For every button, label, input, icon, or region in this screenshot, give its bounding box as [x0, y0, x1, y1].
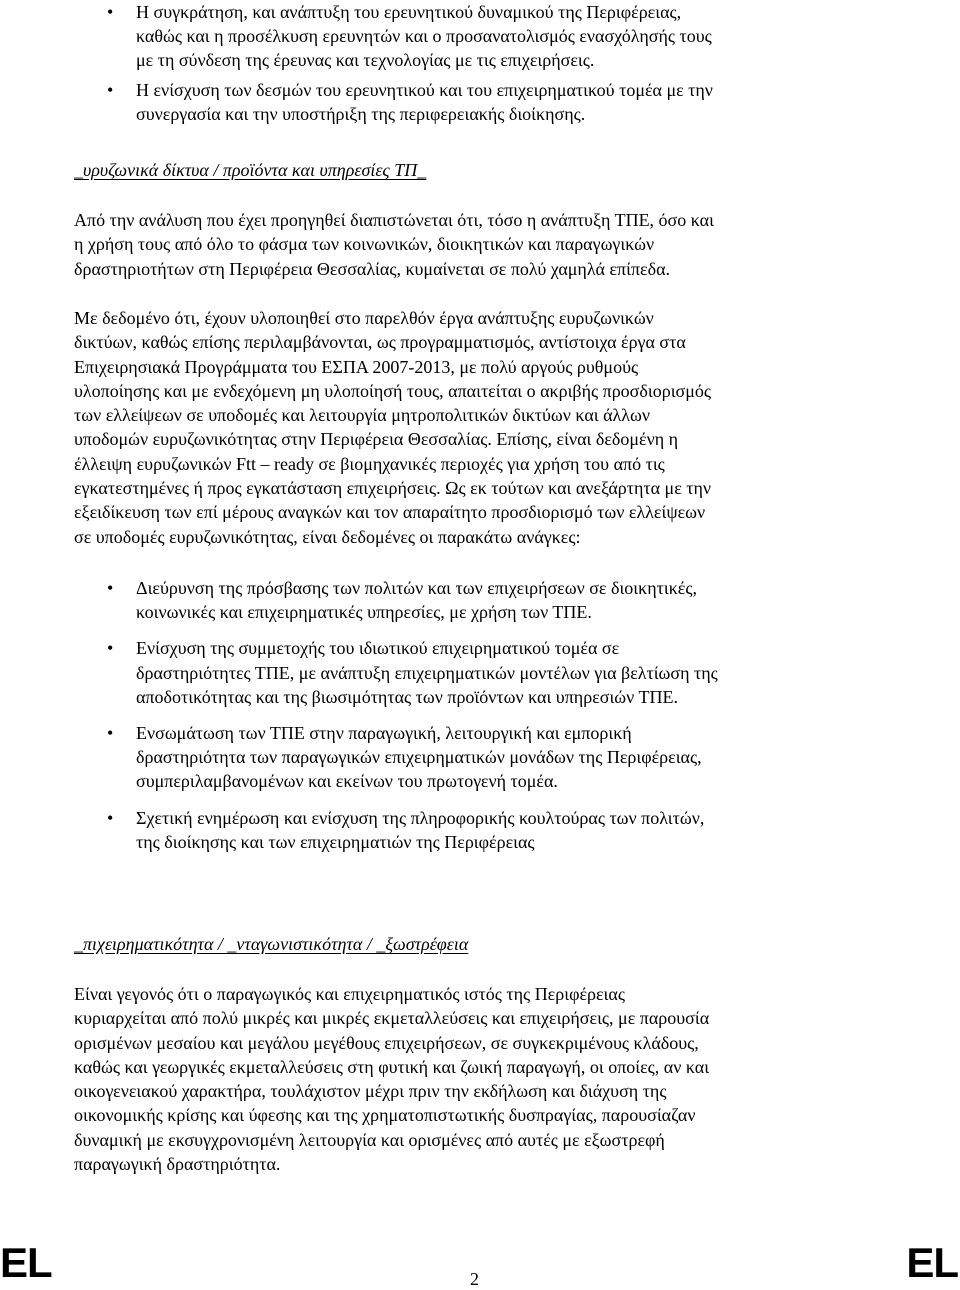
list-item-line: συμπεριλαμβανομένων και εκείνων του πρωτογενή τομέα.: [136, 771, 558, 792]
section-heading-entrepreneurship: _πιχειρηματικότητα / _νταγωνιστικότητα / _ξωστρέφεια: [74, 934, 469, 954]
bullet-icon: •: [107, 79, 114, 100]
paragraph-line: των ελλείψεων σε υποδομές και λειτουργία μητροπολιτικών δικτύων και άλλων: [74, 405, 650, 426]
needs-bullet-list: [107, 576, 836, 866]
paragraph-line: Επιχειρησιακά Προγράμματα του ΕΣΠΑ 2007-2013, με πολύ αργούς ρυθμούς: [74, 356, 639, 377]
list-item-line: Ενίσχυση της συμμετοχής του ιδιωτικού επιχειρηματικού τομέα σε: [136, 638, 620, 659]
list-item: [107, 78, 836, 126]
list-item-line: της διοίκησης και των επιχειρηματιών της Περιφέρειας: [136, 831, 535, 852]
top-bullet-list: [107, 0, 836, 131]
bullet-icon: •: [107, 2, 114, 22]
bullet-icon: •: [107, 638, 114, 659]
paragraph-line: σε υποδομές ευρυζωνικότητας, είναι δεδομένες οι παρακάτω ανάγκες:: [74, 526, 581, 547]
paragraph-line: υποδομών ευρυζωνικότητας στην Περιφέρεια Θεσσαλίας. Επίσης, είναι δεδομένη η: [74, 429, 679, 450]
paragraph-line: οικονομικής κρίσης και ύφεσης και της χρηματοπιστωτικής δυσπραγίας, παρουσίαζαν: [74, 1105, 696, 1126]
paragraph-line: Είναι γεγονός ότι ο παραγωγικός και επιχειρηματικός ιστός της Περιφέρειας: [74, 984, 625, 1004]
list-item: [107, 721, 836, 794]
paragraph-line: Από την ανάλυση που έχει προηγηθεί διαπιστώνεται ότι, τόσο η ανάπτυξη ΤΠΕ, όσο και: [74, 210, 714, 230]
bullet-icon: •: [107, 578, 114, 598]
paragraph: [74, 982, 854, 1176]
bullet-icon: •: [107, 723, 114, 744]
list-item: [107, 0, 836, 73]
paragraph-line: καθώς και γεωργικές εκμεταλλεύσεις στη φυτική και ζωική παραγωγή, οι οποίες, αν και: [74, 1056, 710, 1077]
paragraph: [74, 208, 854, 281]
list-item-line: Η συγκράτηση, και ανάπτυξη του ερευνητικού δυναμικού της Περιφέρειας,: [136, 2, 682, 22]
paragraph-line: η χρήση τους από όλο το φάσμα των κοινωνικών, διοικητικών και παραγωγικών: [74, 234, 655, 255]
paragraph-line: δυναμική με εκσυγχρονισμένη λειτουργία και ορισμένες από αυτές με εξωστρεφή: [74, 1129, 665, 1150]
list-item-line: κοινωνικές και επιχειρηματικές υπηρεσίες, με χρήση των ΤΠΕ.: [136, 602, 592, 623]
list-item-line: δραστηριότητα των παραγωγικών επιχειρηματικών μονάδων της Περιφέρειας,: [136, 747, 702, 768]
paragraph-line: δικτύων, καθώς επίσης περιλαμβάνονται, ως προγραμματισμός, αντίστοιχα έργα στα: [74, 332, 686, 353]
paragraph: [74, 306, 854, 549]
language-code-left: EL: [0, 1239, 52, 1286]
list-item-line: δραστηριότητες ΤΠΕ, με ανάπτυξη επιχειρηματικών μοντέλων για βελτίωση της: [136, 662, 718, 683]
paragraph-line: παραγωγική δραστηριότητα.: [74, 1154, 281, 1175]
list-item-line: καθώς και η προσέλκυση ερευνητών και ο προσανατολισμός ενασχόλησής τους: [136, 26, 712, 47]
paragraph-line: Με δεδομένο ότι, έχουν υλοποιηθεί στο παρελθόν έργα ανάπτυξης ευρυζωνικών: [74, 308, 654, 328]
language-code-right: EL: [906, 1239, 958, 1286]
list-item-line: με τη σύνδεση της έρευνας και τεχνολογίας με τις επιχειρήσεις.: [136, 50, 595, 71]
bullet-icon: •: [107, 807, 114, 828]
list-item-line: Ενσωμάτωση των ΤΠΕ στην παραγωγική, λειτουργική και εμπορική: [136, 723, 632, 744]
list-item-line: αποδοτικότητας και της βιωσιμότητας των προϊόντων και υπηρεσιών ΤΠΕ.: [136, 686, 678, 707]
list-item: [107, 806, 836, 854]
section-heading-broadband: _υρυζωνικά δίκτυα / προϊόντα και υπηρεσίες ΤΠ_: [74, 160, 427, 180]
list-item-line: συνεργασία και την υποστήριξη της περιφερειακής διοίκησης.: [136, 103, 586, 124]
paragraph-line: δραστηριοτήτων στη Περιφέρεια Θεσσαλίας, κυμαίνεται σε πολύ χαμηλά επίπεδα.: [74, 258, 671, 279]
list-item: [107, 576, 836, 624]
paragraph-line: οικογενειακού χαρακτήρα, τουλάχιστον μέχρι πριν την εκδήλωση και διάχυση της: [74, 1081, 667, 1102]
list-item: [107, 636, 836, 709]
page-number: 2: [470, 1269, 479, 1289]
paragraph-line: υλοποίησης και με ενδεχόμενη μη υλοποίησή τους, απαιτείται ο ακριβής προσδιορισμός: [74, 380, 712, 401]
list-item-line: Σχετική ενημέρωση και ενίσχυση της πληροφορικής κουλτούρας των πολιτών,: [136, 807, 705, 828]
list-item-line: Διεύρυνση της πρόσβασης των πολιτών και των επιχειρήσεων σε διοικητικές,: [136, 578, 697, 598]
paragraph-line: έλλειψη ευρυζωνικών Ftt – ready σε βιομηχανικές περιοχές για χρήση του από τις: [74, 453, 665, 474]
paragraph-line: εξειδίκευση των επί μέρους αναγκών και τον απαραίτητο προσδιορισμό των ελλείψεων: [74, 502, 706, 523]
list-item-line: Η ενίσχυση των δεσμών του ερευνητικού και του επιχειρηματικού τομέα με την: [136, 79, 713, 100]
paragraph-line: κυριαρχείται από πολύ μικρές και μικρές εκμεταλλεύσεις και επιχειρήσεις, με παρουσία: [74, 1008, 710, 1029]
paragraph-line: εγκατεστημένες ή προς εγκατάσταση επιχειρήσεις. Ως εκ τούτων και ανεξάρτητα με την: [74, 478, 712, 499]
paragraph-line: ορισμένων μεσαίου και μεγάλου μεγέθους επιχειρήσεων, σε συγκεκριμένους κλάδους,: [74, 1032, 699, 1053]
